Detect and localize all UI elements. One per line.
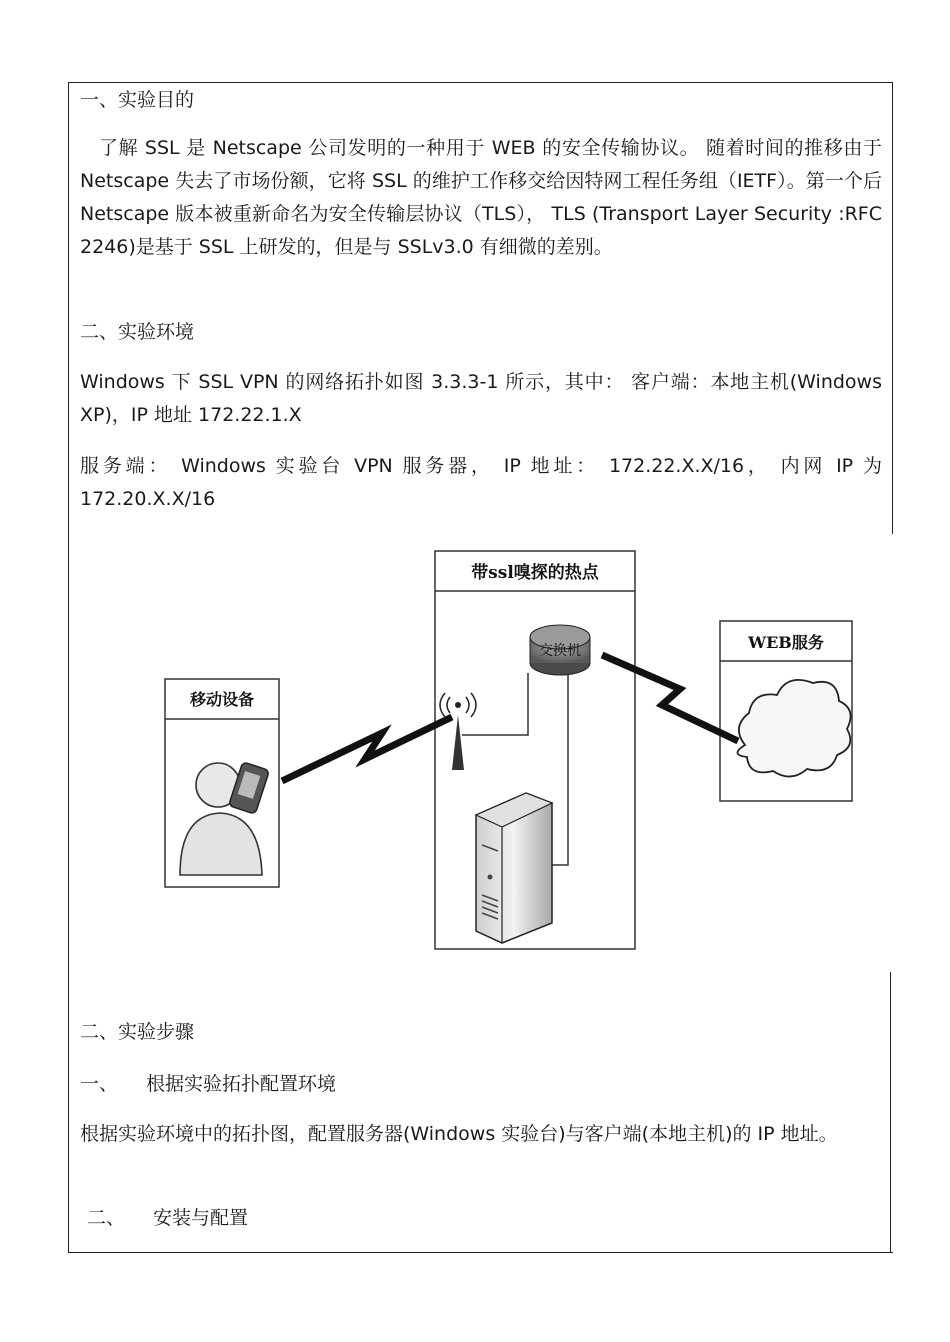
table-border-left (68, 82, 69, 1253)
environment-server-text: 服务端： Windows 实验台 VPN 服务器， IP 地址： 172.22.X.X/16， 内网 IP 为 172.20.X.X/16 (80, 455, 882, 510)
environment-heading: 二、实验环境 (80, 321, 195, 343)
mobile-device-box (165, 679, 279, 887)
step-1-number: 一、 (80, 1073, 119, 1095)
table-border-top (68, 82, 893, 83)
mobile-device-label: 移动设备 (189, 690, 255, 709)
network-topology-diagram (160, 545, 860, 955)
purpose-heading: 一、实验目的 (80, 89, 195, 111)
step-2-row (87, 1202, 889, 1235)
table-border-bottom (68, 1252, 893, 1253)
hotspot-label: 带ssl嗅探的热点 (471, 563, 599, 583)
web-service-label: WEB服务 (748, 633, 824, 652)
environment-client-text: Windows 下 SSL VPN 的网络拓扑如图 3.3.3-1 所示，其中： 客户端：本地主机(Windows XP)，IP 地址 172.22.1.X (80, 371, 882, 426)
web-service-box (720, 621, 852, 801)
server-icon (476, 793, 552, 943)
step-1-title: 根据实验拓扑配置环境 (146, 1073, 337, 1095)
step-1-row (80, 1068, 882, 1101)
step-2-number: 二、 (87, 1207, 126, 1229)
step-2-title: 安装与配置 (153, 1207, 249, 1229)
table-border-right-lower (890, 972, 891, 1253)
switch-icon (530, 625, 590, 675)
step-1-body: 根据实验环境中的拓扑图，配置服务器(Windows 实验台)与客户端(本地主机)的 IP 地址。 (80, 1123, 838, 1145)
wireless-link-mobile (282, 717, 452, 781)
steps-heading: 二、实验步骤 (80, 1021, 195, 1043)
table-border-right-upper (892, 82, 893, 534)
purpose-body: 了解 SSL 是 Netscape 公司发明的一种用于 WEB 的安全传输协议。 随着时间的推移由于 Netscape 失去了市场份额，它将 SSL 的维护工作移交给因特网工程任务组（IETF）。第一个后 Netscape 版本被重新命名为安全传输层协议（TLS）， TLS (Transport Layer Security :RFC 2246)是基于 SSL 上研发的，但是与 SSLv3.0 有细微的差别。 (80, 137, 882, 258)
switch-label: 交换机 (539, 643, 581, 659)
